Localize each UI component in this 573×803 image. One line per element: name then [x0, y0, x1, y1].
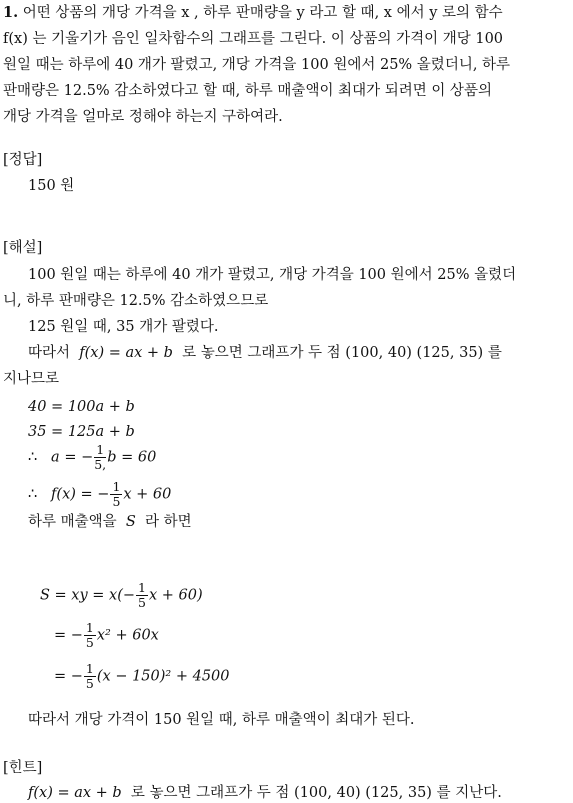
- hint-heading: [힌트]: [3, 760, 43, 776]
- problem-text-1: 어떤 상품의 개당 가격을 x , 하루 판매량을 y 라고 할 때, x 에서 y 로의 함수: [22, 5, 503, 21]
- s-line-1: [40, 581, 203, 610]
- answer-heading: [정답]: [3, 152, 43, 168]
- equation-fx: [28, 480, 171, 509]
- solution-heading: [해설]: [3, 240, 43, 256]
- hint-fx: f(x) = ax + b: [28, 785, 127, 801]
- fraction-s2: $\frac{1}{5}$: [85, 620, 94, 650]
- fraction-s1: $\frac{1}{5}$: [138, 580, 146, 610]
- fraction-one-fifth-2: $\frac{1}{5}$: [112, 479, 121, 509]
- equation-1: 40 = 100a + b: [28, 399, 135, 415]
- answer-value: 150 원: [28, 178, 75, 194]
- equation-a-b: [28, 443, 156, 472]
- s1-rest: x + 60): [148, 587, 203, 604]
- solution-p2: 125 원일 때, 35 개가 팔렸다.: [28, 319, 219, 335]
- solution-p3a: 따라서: [28, 345, 71, 361]
- problem-text-5: 개당 가격을 얼마로 정해야 하는지 구하여라.: [3, 109, 283, 125]
- solution-p3b: 로 놓으면 그래프가 두 점 (100, 40) (125, 35) 를: [182, 345, 502, 361]
- s-lhs: S = xy = x(−: [40, 587, 136, 604]
- problem-number: 1.: [3, 4, 19, 21]
- solution-conclusion: 따라서 개당 가격이 150 원일 때, 하루 매출액이 최대가 된다.: [28, 712, 415, 728]
- fraction-s3: $\frac{1}{5}$: [85, 661, 94, 691]
- therefore-symbol: ∴: [28, 449, 38, 466]
- solution-p3: [28, 343, 502, 363]
- s3-rest: (x − 150)² + 4500: [96, 668, 230, 685]
- s3-lhs: = −: [54, 668, 83, 685]
- problem-line-5: [3, 107, 283, 127]
- revenue-text: 하루 매출액을: [28, 514, 117, 530]
- b-equals: b = 60: [107, 449, 157, 466]
- fx-rest: x + 60: [123, 486, 172, 503]
- s2-lhs: = −: [54, 627, 83, 644]
- fraction-one-fifth: $\frac{1}{5,}$: [94, 442, 107, 472]
- problem-line-3: [3, 55, 510, 75]
- problem-text-3: 원일 때는 하루에 40 개가 팔렸고, 개당 가격을 100 원에서 25% 올렸더니, 하루: [3, 57, 511, 73]
- fx-equals: f(x) = −: [41, 486, 110, 503]
- therefore-symbol-2: ∴: [28, 486, 38, 503]
- problem-text-2: f(x) 는 기울기가 음인 일차함수의 그래프를 그린다. 이 상품의 가격이 개당 100: [3, 31, 504, 47]
- hint-text: 로 놓으면 그래프가 두 점 (100, 40) (125, 35) 를 지난다.: [130, 785, 502, 801]
- revenue-text-2: 라 하면: [145, 514, 192, 530]
- solution-p1b: 니, 하루 판매량은 12.5% 감소하였으므로: [3, 293, 269, 309]
- problem-text-4: 판매량은 12.5% 감소하였다고 할 때, 하루 매출액이 최대가 되려면 이 상품의: [3, 83, 492, 99]
- equation-2: 35 = 125a + b: [28, 424, 135, 440]
- fx-expression: f(x) = ax + b: [74, 345, 178, 361]
- solution-p1: 100 원일 때는 하루에 40 개가 팔렸고, 개당 가격을 100 원에서 25% 올렸더: [28, 267, 517, 283]
- revenue-var: S: [121, 514, 141, 530]
- problem-line-4: [3, 81, 492, 101]
- s2-rest: x² + 60x: [96, 627, 159, 644]
- hint-line: [28, 783, 502, 803]
- a-equals: a = −: [41, 449, 94, 466]
- s-line-3: [54, 662, 230, 691]
- revenue-intro: [28, 512, 192, 532]
- solution-p3c: 지나므로: [3, 371, 60, 387]
- s-line-2: [54, 621, 159, 650]
- problem-line-2: [3, 29, 503, 49]
- problem-line-1: [3, 3, 503, 23]
